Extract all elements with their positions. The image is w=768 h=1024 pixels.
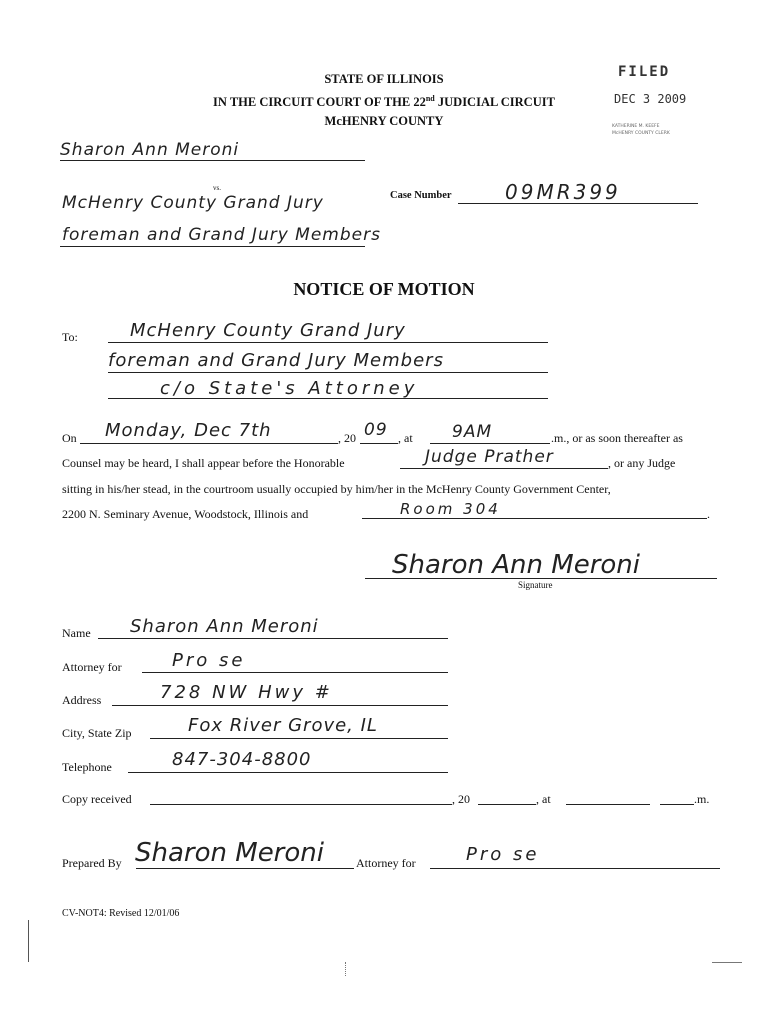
room-line	[362, 518, 707, 519]
prepared-attorney-label: Attorney for	[356, 856, 416, 870]
defendant-line-2: foreman and Grand Jury Members	[62, 225, 381, 245]
prepared-attorney-value: Pro se	[466, 844, 540, 865]
copy-received-year-line	[478, 804, 536, 805]
copy-received-line	[150, 804, 452, 805]
filed-stamp: FILED	[618, 64, 671, 80]
plaintiff-line	[60, 160, 365, 161]
address-text: 2200 N. Seminary Avenue, Woodstock, Illinois and	[62, 507, 309, 521]
plaintiff-name: Sharon Ann Meroni	[60, 140, 240, 160]
document-title: NOTICE OF MOTION	[293, 279, 475, 299]
scan-mark-left	[28, 920, 29, 962]
attorney-for-label: Attorney for	[62, 660, 122, 674]
telephone-label: Telephone	[62, 760, 112, 774]
filed-stamp-clerk-1: KATHERINE M. KEEFE	[612, 124, 660, 129]
address-label: Address	[62, 693, 102, 707]
filed-stamp-clerk-2: McHENRY COUNTY CLERK	[612, 131, 670, 136]
signature-value: Sharon Ann Meroni	[392, 550, 640, 580]
prepared-by-signature: Sharon Meroni	[135, 838, 324, 868]
day-line	[80, 443, 338, 444]
hearing-day: Monday, Dec 7th	[105, 420, 272, 441]
to-label: To:	[62, 330, 78, 344]
courtroom-text: sitting in his/her stead, in the courtroom usually occupied by him/her in the McHenry County Government Center,	[62, 482, 611, 496]
to-rule-1	[108, 342, 548, 343]
name-line	[98, 638, 448, 639]
telephone-line	[128, 772, 448, 773]
copy-received-year-prefix: , 20	[452, 792, 470, 806]
telephone-value: 847-304-8800	[172, 749, 312, 770]
address-line	[112, 705, 448, 706]
name-label: Name	[62, 626, 91, 640]
name-value: Sharon Ann Meroni	[130, 616, 319, 637]
address-value: 728 NW Hwy #	[160, 682, 333, 703]
prepared-by-label: Prepared By	[62, 856, 122, 870]
hearing-year: 09	[364, 420, 388, 440]
year-prefix: , 20	[338, 431, 356, 445]
to-line-2: foreman and Grand Jury Members	[108, 350, 444, 371]
city-state-zip-label: City, State Zip	[62, 726, 132, 740]
header-state: STATE OF ILLINOIS	[324, 72, 444, 86]
after-time-text: .m., or as soon thereafter as	[551, 431, 683, 445]
header-court-sup: nd	[425, 94, 435, 103]
header-court-suffix: JUDICIAL CIRCUIT	[434, 95, 555, 110]
at-label: , at	[398, 431, 413, 445]
defendant-line	[60, 246, 365, 247]
attorney-for-value: Pro se	[172, 650, 246, 671]
on-label: On	[62, 431, 77, 445]
to-rule-2	[108, 372, 548, 373]
year-line	[360, 443, 398, 444]
signature-label: Signature	[518, 580, 553, 590]
room-suffix: .	[707, 507, 710, 521]
copy-received-label: Copy received	[62, 792, 132, 806]
scan-mark-right	[712, 962, 742, 963]
case-number-value: 09MR399	[505, 180, 621, 204]
to-line-1: McHenry County Grand Jury	[130, 320, 406, 341]
judge-name: Judge Prather	[425, 447, 554, 467]
header-county: McHENRY COUNTY	[324, 114, 444, 128]
form-id: CV-NOT4: Revised 12/01/06	[62, 908, 180, 919]
case-number-label: Case Number	[390, 190, 452, 201]
time-line	[430, 443, 550, 444]
judge-prefix: Counsel may be heard, I shall appear before the Honorable	[62, 456, 345, 470]
to-line-3: c/o State's Attorney	[160, 378, 419, 399]
judge-line	[400, 468, 608, 469]
copy-received-time-line	[566, 804, 650, 805]
case-number-line	[458, 203, 698, 204]
hearing-time: 9AM	[452, 422, 493, 442]
filed-stamp-date: DEC 3 2009	[614, 92, 687, 106]
prepared-by-line	[136, 868, 354, 869]
scan-mark-center	[345, 962, 347, 976]
prepared-attorney-line	[430, 868, 720, 869]
signature-line	[365, 578, 717, 579]
judge-suffix: , or any Judge	[608, 456, 676, 470]
copy-received-m-line	[660, 804, 694, 805]
vs-label: vs.	[213, 184, 221, 192]
copy-received-at: , at	[536, 792, 551, 806]
header-court-prefix: IN THE CIRCUIT COURT OF THE 22	[213, 95, 426, 110]
defendant-line-1: McHenry County Grand Jury	[62, 193, 324, 213]
attorney-for-line	[142, 672, 448, 673]
city-state-zip-line	[150, 738, 448, 739]
to-rule-3	[108, 398, 548, 399]
city-state-zip-value: Fox River Grove, IL	[188, 715, 378, 736]
copy-received-m: .m.	[694, 792, 710, 806]
room-number: Room 304	[400, 500, 501, 518]
